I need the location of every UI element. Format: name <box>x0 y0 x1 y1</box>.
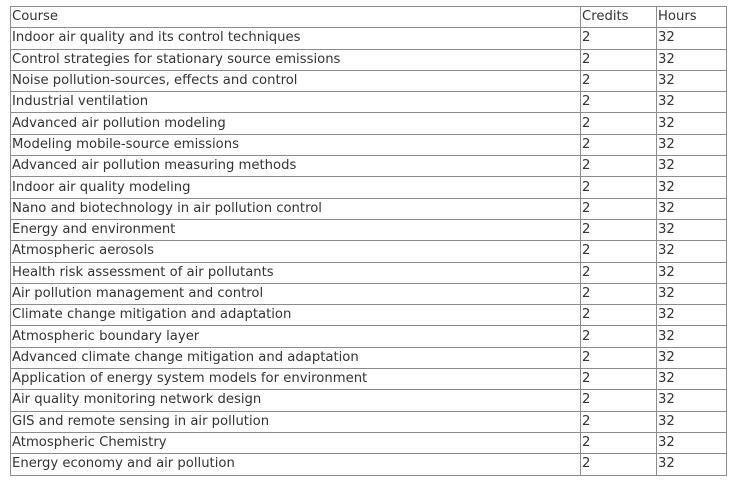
course-cell: Modeling mobile-source emissions <box>11 134 581 155</box>
hours-cell: 32 <box>657 432 727 453</box>
table-row <box>11 432 727 453</box>
table-row <box>11 326 727 347</box>
credits-cell: 2 <box>581 113 657 134</box>
hours-cell: 32 <box>657 411 727 432</box>
credits-cell: 2 <box>581 70 657 91</box>
course-cell: GIS and remote sensing in air pollution <box>11 411 581 432</box>
table-row <box>11 390 727 411</box>
hours-cell: 32 <box>657 369 727 390</box>
table-row <box>11 198 727 219</box>
table-row <box>11 92 727 113</box>
hours-cell: 32 <box>657 262 727 283</box>
table-row <box>11 177 727 198</box>
course-cell: Indoor air quality and its control techniques <box>11 28 581 49</box>
table-row <box>11 134 727 155</box>
credits-cell: 2 <box>581 305 657 326</box>
hours-cell: 32 <box>657 70 727 91</box>
table-row <box>11 113 727 134</box>
hours-cell: 32 <box>657 347 727 368</box>
table-header <box>11 7 727 28</box>
course-cell: Atmospheric boundary layer <box>11 326 581 347</box>
course-cell: Energy economy and air pollution <box>11 454 581 475</box>
credits-cell: 2 <box>581 28 657 49</box>
credits-cell: 2 <box>581 283 657 304</box>
table-row <box>11 411 727 432</box>
course-cell: Advanced climate change mitigation and adaptation <box>11 347 581 368</box>
credits-cell: 2 <box>581 326 657 347</box>
course-cell: Air pollution management and control <box>11 283 581 304</box>
hours-cell: 32 <box>657 134 727 155</box>
table-row <box>11 454 727 475</box>
hours-cell: 32 <box>657 198 727 219</box>
header-course: Course <box>11 7 581 28</box>
hours-cell: 32 <box>657 28 727 49</box>
hours-cell: 32 <box>657 305 727 326</box>
course-cell: Control strategies for stationary source emissions <box>11 49 581 70</box>
table-row <box>11 219 727 240</box>
course-cell: Industrial ventilation <box>11 92 581 113</box>
credits-cell: 2 <box>581 134 657 155</box>
table-body <box>11 28 727 475</box>
table-row <box>11 28 727 49</box>
credits-cell: 2 <box>581 432 657 453</box>
hours-cell: 32 <box>657 390 727 411</box>
course-cell: Climate change mitigation and adaptation <box>11 305 581 326</box>
table-row <box>11 241 727 262</box>
hours-cell: 32 <box>657 454 727 475</box>
table-row <box>11 70 727 91</box>
course-cell: Noise pollution-sources, effects and control <box>11 70 581 91</box>
hours-cell: 32 <box>657 156 727 177</box>
credits-cell: 2 <box>581 390 657 411</box>
course-cell: Energy and environment <box>11 219 581 240</box>
table-row <box>11 305 727 326</box>
course-table <box>10 6 727 476</box>
table-row <box>11 156 727 177</box>
header-credits: Credits <box>581 7 657 28</box>
credits-cell: 2 <box>581 411 657 432</box>
hours-cell: 32 <box>657 92 727 113</box>
hours-cell: 32 <box>657 49 727 70</box>
header-row <box>11 7 727 28</box>
credits-cell: 2 <box>581 241 657 262</box>
credits-cell: 2 <box>581 92 657 113</box>
hours-cell: 32 <box>657 241 727 262</box>
table-row <box>11 262 727 283</box>
course-cell: Indoor air quality modeling <box>11 177 581 198</box>
table-row <box>11 283 727 304</box>
course-cell: Nano and biotechnology in air pollution control <box>11 198 581 219</box>
course-cell: Air quality monitoring network design <box>11 390 581 411</box>
course-cell: Atmospheric aerosols <box>11 241 581 262</box>
credits-cell: 2 <box>581 177 657 198</box>
course-cell: Application of energy system models for environment <box>11 369 581 390</box>
header-hours: Hours <box>657 7 727 28</box>
hours-cell: 32 <box>657 177 727 198</box>
credits-cell: 2 <box>581 262 657 283</box>
credits-cell: 2 <box>581 219 657 240</box>
hours-cell: 32 <box>657 113 727 134</box>
credits-cell: 2 <box>581 369 657 390</box>
course-cell: Health risk assessment of air pollutants <box>11 262 581 283</box>
hours-cell: 32 <box>657 219 727 240</box>
credits-cell: 2 <box>581 49 657 70</box>
hours-cell: 32 <box>657 326 727 347</box>
table-row <box>11 347 727 368</box>
course-cell: Advanced air pollution modeling <box>11 113 581 134</box>
hours-cell: 32 <box>657 283 727 304</box>
credits-cell: 2 <box>581 347 657 368</box>
credits-cell: 2 <box>581 454 657 475</box>
credits-cell: 2 <box>581 156 657 177</box>
course-cell: Advanced air pollution measuring methods <box>11 156 581 177</box>
table-row <box>11 369 727 390</box>
credits-cell: 2 <box>581 198 657 219</box>
course-cell: Atmospheric Chemistry <box>11 432 581 453</box>
table-row <box>11 49 727 70</box>
